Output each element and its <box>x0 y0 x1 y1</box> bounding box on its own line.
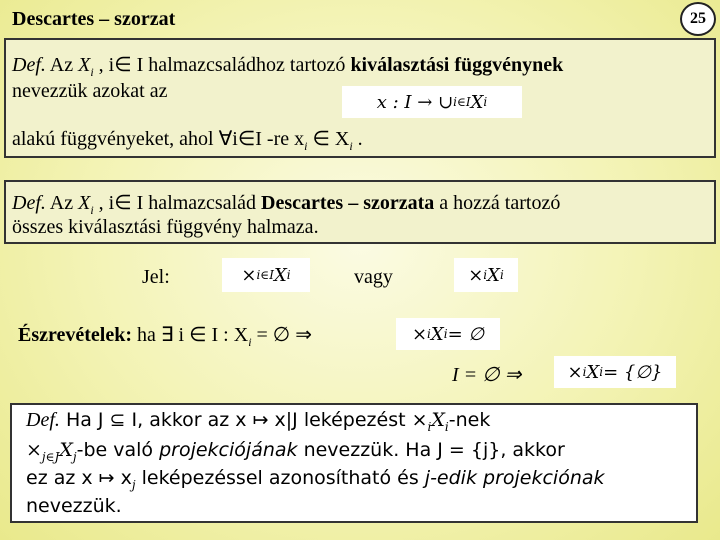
def3-line-4: nevezzük. <box>26 495 122 517</box>
def1-set-sub: i <box>90 65 94 79</box>
remarks-result-1 <box>396 318 500 350</box>
def1-line3-c: . <box>352 128 363 150</box>
def1-line-2: nevezzük azokat az <box>12 80 168 102</box>
def1-label: Def. <box>12 54 46 76</box>
def1-line-3 <box>12 126 363 154</box>
slide-title: Descartes – szorzat <box>12 8 176 30</box>
def3-line2-d: nevezzük. Ha J = {j}, akkor <box>297 439 565 461</box>
def2-set-x: X <box>78 192 91 214</box>
def1-formula-sub: i∈I <box>453 95 471 109</box>
remarks-cond1-sub: i <box>248 335 252 349</box>
def1-line-1 <box>12 52 563 80</box>
def3-line-3 <box>26 467 605 492</box>
def1-text-a: Az <box>45 54 79 76</box>
remarks-result-2 <box>554 356 676 388</box>
remarks-r2-sub: i <box>582 365 587 379</box>
remarks-r2-tail: X <box>586 361 600 383</box>
def3-line2-set: X <box>59 439 73 461</box>
notation-f1-sub: i∈I <box>256 268 274 282</box>
def3-line1-end: -nek <box>448 409 491 431</box>
def3-line2-op: × <box>26 439 42 461</box>
remarks-label: Észrevételek: <box>18 324 133 346</box>
remarks-cond1: ha ∃ i ∈ I : X <box>132 324 249 346</box>
def3-line2-sub: j∈J <box>41 449 60 464</box>
notation-formula-1 <box>222 258 310 292</box>
def3-line1-tail-sub: i <box>444 419 449 434</box>
remarks-r2-op: × <box>567 361 583 383</box>
def1-line3-a: alakú függvényeket, ahol ∀i∈I -re x <box>12 128 305 150</box>
remarks-r2-eq: = {∅} <box>603 361 663 383</box>
notation-f2-op: × <box>468 264 484 286</box>
remarks-line-1 <box>18 322 312 350</box>
def2-bold-term: Descartes – szorzata <box>261 192 435 214</box>
def3-line3-b: leképezéssel azonosítható és <box>135 467 425 489</box>
def2-line-2: összes kiválasztási függvény halmaza. <box>12 216 319 238</box>
remarks-cond1-tail: = ∅ ⇒ <box>251 324 312 346</box>
remarks-r1-eq: = ∅ <box>447 323 485 345</box>
def3-line2-c: -be való <box>76 439 160 461</box>
remarks-r1-tail-sub: i <box>443 327 448 341</box>
def3-line-2 <box>26 439 565 464</box>
remarks-r1-sub: i <box>427 327 431 341</box>
definition-box-projection <box>10 403 698 523</box>
notation-f1-tail-sub: i <box>286 268 291 282</box>
def1-set-x: X <box>78 54 91 76</box>
def1-formula-tail-sub: i <box>483 95 488 109</box>
def2-text-a: Az <box>45 192 79 214</box>
notation-f2-sub: i <box>483 268 488 282</box>
notation-formula-2 <box>454 258 518 292</box>
def3-line2-italic: projekciójának <box>159 439 298 461</box>
def2-text-b: , i∈ I halmazcsalád <box>93 192 262 214</box>
def1-formula-tail: X <box>470 91 484 113</box>
def3-line1-text: Ha J ⊆ I, akkor az x ↦ x|J leképezést × <box>65 409 428 431</box>
def2-label: Def. <box>12 192 46 214</box>
def3-label: Def. <box>26 409 60 431</box>
def1-formula: x : I → ∪ <box>376 91 454 113</box>
remarks-r1-op: × <box>411 323 428 345</box>
notation-f1-op: × <box>241 264 257 286</box>
remarks-r1-tail: X <box>430 323 444 345</box>
notation-or: vagy <box>354 266 393 288</box>
def3-line2-set-sub: j <box>72 449 77 464</box>
def1-line3-sub: i <box>304 139 308 153</box>
def2-set-sub: i <box>90 203 94 217</box>
def3-line3-italic: j-edik projekciónak <box>424 467 605 489</box>
definition-box-selection-function <box>4 38 716 158</box>
def1-line3-sub2: i <box>349 139 353 153</box>
remarks-r2-tail-sub: i <box>599 365 604 379</box>
def2-text-c: a hozzá tartozó <box>434 192 561 214</box>
notation-f2-tail-sub: i <box>499 268 504 282</box>
def1-formula-image <box>342 86 522 118</box>
def3-line-1 <box>26 409 490 434</box>
def1-bold-term: kiválasztási függvénynek <box>350 54 564 76</box>
def1-line3-b: ∈ X <box>307 128 350 150</box>
def1-text-b: , i∈ I halmazcsaládhoz tartozó <box>93 54 351 76</box>
def2-line-1 <box>12 190 560 218</box>
definition-box-cartesian-product <box>4 180 716 244</box>
def3-line3-sub: j <box>131 477 136 492</box>
def3-line3-a: ez az x ↦ x <box>26 467 132 489</box>
remarks-cond2: I = ∅ ⇒ <box>452 364 522 386</box>
notation-label: Jel: <box>142 266 170 288</box>
def3-line1-tail: X <box>431 409 445 431</box>
def3-line1-sub: i <box>427 419 432 434</box>
page-number-badge: 25 <box>680 2 716 36</box>
notation-f1-tail: X <box>273 264 287 286</box>
notation-f2-tail: X <box>487 264 500 286</box>
